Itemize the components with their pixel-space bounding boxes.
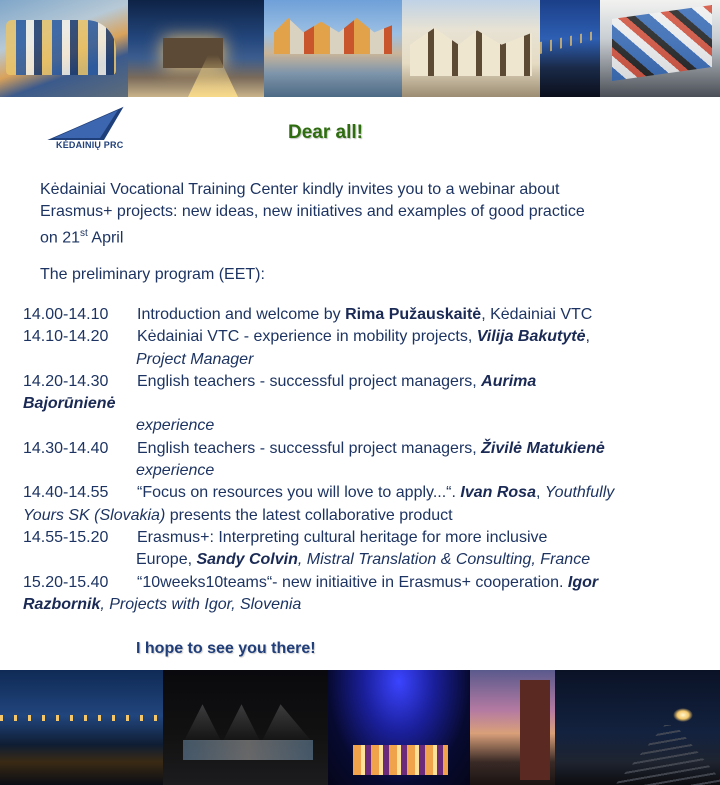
program-speaker-first: Igor	[567, 573, 599, 591]
program-time: 15.20-15.40	[23, 573, 109, 591]
program-item	[23, 482, 713, 504]
intro-line-2: Erasmus+ projects: new ideas, new initiatives and examples of good practice	[40, 203, 585, 220]
program-speaker: Sandy Colvin	[196, 551, 298, 569]
program-topic: Introduction and welcome by	[137, 306, 346, 323]
photo-street-sunset	[470, 670, 555, 785]
program-item-continuation	[23, 549, 713, 571]
date-suffix-sup: st	[80, 228, 88, 239]
photo-night-pavilion	[128, 0, 264, 97]
program-affiliation-end: Yours SK (Slovakia)	[23, 506, 166, 524]
kedainiai-prc-logo	[44, 104, 126, 154]
program-time: 14.55-15.20	[23, 528, 109, 546]
photo-old-town-houses	[402, 0, 540, 97]
program-speaker: Ivan Rosa	[460, 484, 536, 502]
program-item	[23, 371, 713, 393]
closing-line: I hope to see you there!	[136, 640, 316, 657]
photo-light-show	[328, 670, 470, 785]
program-topic: Erasmus+: Interpreting cultural heritage for more inclusive	[137, 528, 548, 546]
program-item-continuation	[23, 505, 713, 527]
program-speaker-first: Aurima	[481, 372, 537, 390]
logo-mark-icon	[44, 104, 126, 142]
program-speaker-last: Bajorūnienė	[23, 395, 116, 413]
program-speaker: Rima Pužauskaitė	[345, 306, 482, 323]
program-time: 14.20-14.30	[23, 372, 109, 390]
program-affiliation: , Kėdainiai VTC	[481, 306, 593, 323]
program-role: Project Manager	[136, 350, 254, 368]
program-item-continuation	[23, 393, 713, 415]
program-time: 14.30-14.40	[23, 439, 109, 457]
greeting-heading: Dear all!	[288, 122, 363, 143]
program-topic: English teachers - successful project managers,	[137, 372, 482, 390]
program-topic-end: Europe,	[136, 551, 197, 569]
date-month: April	[87, 229, 124, 247]
program-note: experience	[136, 462, 215, 480]
program-speaker: Vilija Bakutytė	[476, 328, 586, 346]
program-item-continuation	[23, 460, 713, 482]
intro-line-1: Kėdainiai Vocational Training Center kindly invites you to a webinar about	[40, 181, 560, 198]
program-note: experience	[136, 417, 215, 435]
program-punct: ,	[535, 484, 545, 502]
program-title: The preliminary program (EET):	[40, 266, 265, 283]
program-item	[23, 326, 713, 348]
intro-line-3	[40, 223, 700, 249]
photo-lit-bridge	[163, 670, 328, 785]
program-time: 14.10-14.20	[23, 328, 109, 346]
program-time: 14.40-14.55	[23, 484, 109, 502]
date-prefix: on 21	[40, 229, 81, 247]
program-punct: ,	[585, 328, 590, 346]
program-topic: Kėdainiai VTC - experience in mobility projects,	[137, 328, 477, 346]
program-item-continuation	[23, 415, 713, 437]
program-topic: English teachers - successful project managers,	[137, 439, 482, 457]
program-time: 14.00-14.10	[23, 306, 109, 323]
photo-mural-wall	[0, 0, 128, 97]
program-topic: “Focus on resources you will love to apply...“.	[137, 484, 461, 502]
program-affiliation-start: Youthfully	[544, 484, 615, 502]
logo-text: KĖDAINIŲ PRC	[56, 140, 124, 150]
program-item-continuation	[23, 349, 713, 371]
program-item-continuation	[23, 594, 713, 616]
program-item	[23, 527, 713, 549]
program-list	[23, 304, 713, 616]
program-speaker-last: Razbornik	[23, 595, 101, 613]
top-photo-strip	[0, 0, 720, 97]
program-item	[23, 304, 713, 326]
photo-railway-night	[555, 670, 720, 785]
program-speaker: Živilė Matukienė	[481, 439, 605, 457]
program-item	[23, 438, 713, 460]
program-description: presents the latest collaborative product	[165, 506, 453, 524]
photo-bridge-dusk	[540, 0, 600, 97]
program-affiliation: , Mistral Translation & Consulting, France	[297, 551, 591, 569]
program-item	[23, 572, 713, 594]
photo-river-night	[0, 670, 163, 785]
program-affiliation: , Projects with Igor, Slovenia	[100, 595, 302, 613]
photo-town-square-reflection	[264, 0, 402, 97]
photo-graffiti-wall	[600, 0, 720, 97]
program-topic: “10weeks10teams“- new initiaitive in Erasmus+ cooperation.	[137, 573, 568, 591]
intro-paragraph	[40, 179, 700, 249]
bottom-photo-strip	[0, 670, 720, 785]
